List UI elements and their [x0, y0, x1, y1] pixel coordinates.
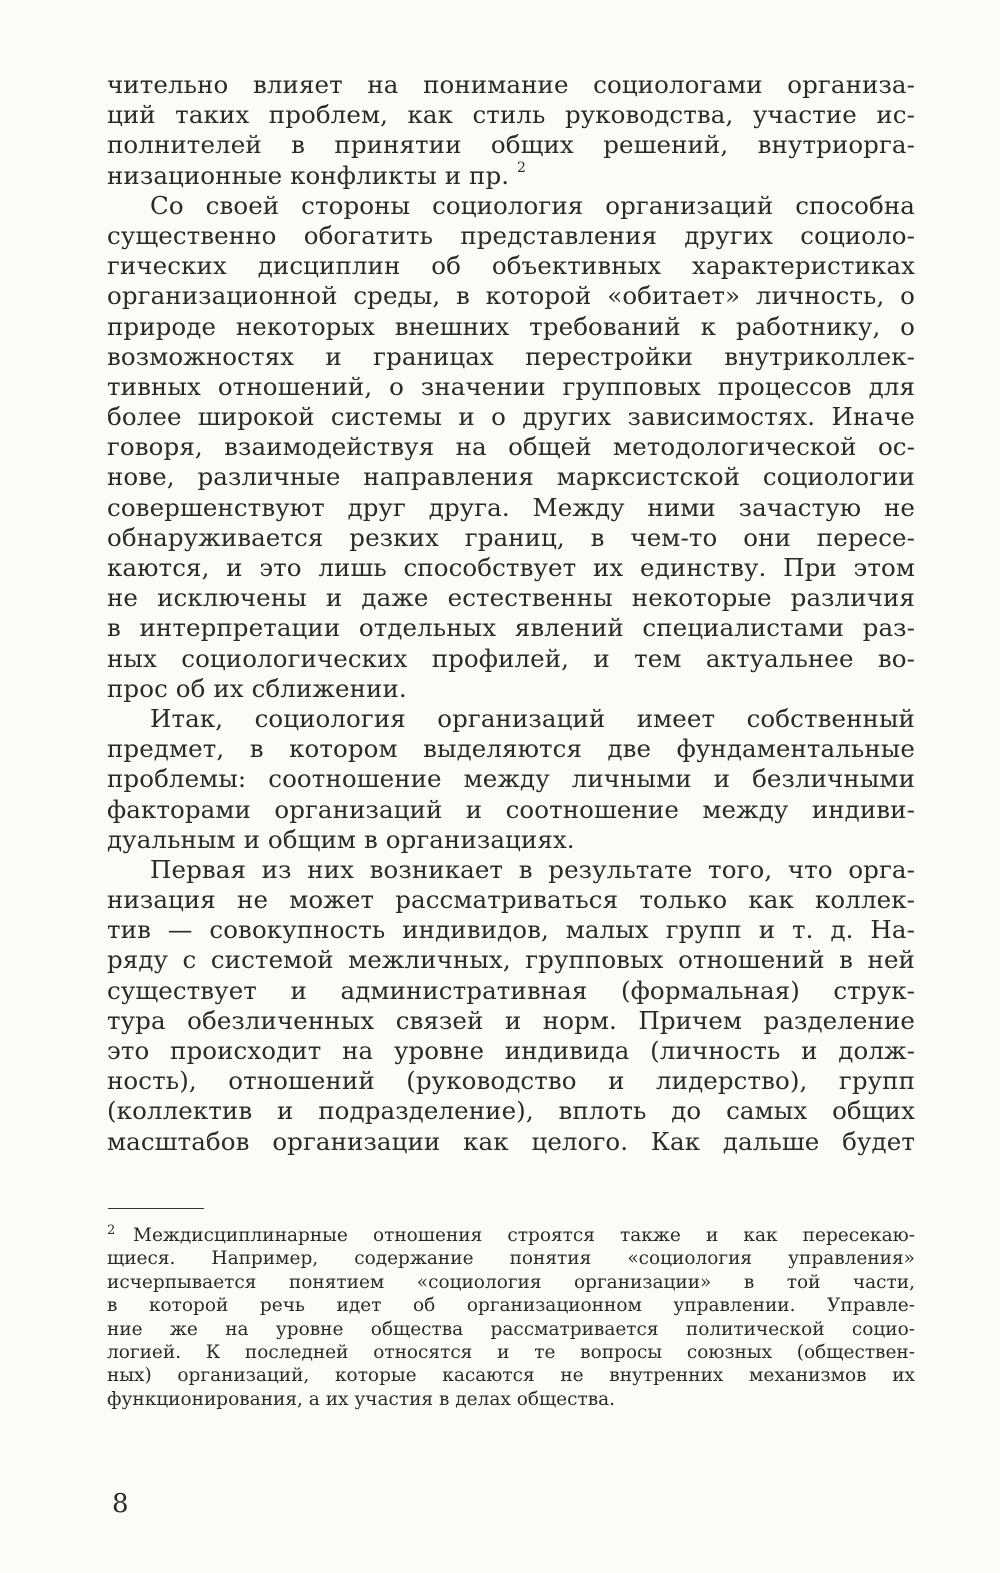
text-line: ных социологических профилей, и тем актуальнее во- — [107, 643, 915, 673]
footnote-reference: 2 — [517, 159, 527, 176]
footnote-line: щиеся. Например, содержание понятия «социология управления» — [107, 1248, 915, 1270]
text-line: более широкой системы и о других зависимостях. Иначе — [107, 402, 915, 432]
text-line: чительно влияет на понимание социологами организа- — [107, 70, 915, 99]
text-line: тура обезличенных связей и норм. Причем разделение — [107, 1005, 915, 1035]
text-line: Первая из них возникает в результате того, что орга- — [150, 854, 915, 884]
text-line: предмет, в котором выделяются две фундаментальные — [107, 734, 915, 764]
page-number: 8 — [112, 1489, 129, 1519]
main-text — [107, 70, 915, 1157]
text-line: Итак, социология организаций имеет собственный — [150, 703, 915, 733]
text-line: гических дисциплин об объективных характеристиках — [107, 251, 915, 281]
text-line: это происходит на уровне индивида (личность и долж- — [107, 1036, 915, 1065]
text-line: прос об их сближении. — [107, 673, 407, 703]
text-line: ряду с системой межличных, групповых отношений в ней — [107, 945, 915, 975]
text-line: низация не может рассматриваться только как коллек- — [107, 885, 915, 915]
text-line: организационной среды, в которой «обитает» личность, о — [107, 281, 915, 311]
footnote-line: исчерпывается понятием «социология организации» в той части, — [107, 1271, 915, 1293]
text-line: обнаруживается резких границ, в чем-то они пересе- — [107, 522, 915, 552]
footnote-line: ных) организаций, которые касаются не внутренних механизмов их — [107, 1365, 915, 1387]
footnote-line: функционирования, а их участия в делах общества. — [107, 1388, 616, 1410]
text-line: Со своей стороны социология организаций способна — [150, 190, 915, 220]
footnote-line: ние же на уровне общества рассматривается политической социо- — [107, 1318, 915, 1340]
text-line: нове, различные направления марксистской социологии — [107, 462, 915, 492]
text-line: ность), отношений (руководство и лидерство), групп — [107, 1066, 915, 1096]
footnote-line-content: Междисциплинарные отношения строятся также и как пересекаю- — [133, 1225, 915, 1246]
text-line: существует и административная (формальная) струк- — [107, 975, 915, 1005]
text-line: не исключены и даже естественны некоторые различия — [107, 583, 915, 613]
text-line: возможностях и границах перестройки внутриколлек- — [107, 341, 915, 371]
text-line: природе некоторых внешних требований к работнику, о — [107, 311, 915, 341]
text-line: говоря, взаимодействуя на общей методологической ос- — [107, 432, 915, 462]
text-line: дуальным и общим в организациях. — [107, 824, 575, 854]
footnote-mark: 2 — [107, 1223, 116, 1238]
text-line: существенно обогатить представления других социоло- — [107, 220, 915, 250]
text-line: каются, и это лишь способствует их единству. При этом — [107, 553, 915, 582]
footnote-divider — [108, 1208, 204, 1209]
text-line: в интерпретации отдельных явлений специалистами раз- — [107, 613, 915, 643]
text-line: тивных отношений, о значении групповых процессов для — [107, 371, 915, 401]
footnote-line — [107, 1224, 915, 1247]
text-line — [107, 161, 915, 191]
text-line: (коллектив и подразделение), вплоть до самых общих — [107, 1096, 915, 1126]
text-line: масштабов организации как целого. Как дальше будет — [107, 1126, 915, 1156]
text-line: совершенствуют друг друга. Между ними зачастую не — [107, 492, 915, 522]
text-line-content: низационные конфликты и пр. — [107, 160, 510, 190]
text-line: тив — совокупность индивидов, малых групп и т. д. На- — [107, 915, 915, 945]
footnote-line: логией. К последней относятся и те вопросы союзных (обществен- — [107, 1341, 915, 1363]
text-line: факторами организаций и соотношение между индиви- — [107, 794, 915, 824]
text-line: ций таких проблем, как стиль руководства, участие ис- — [107, 100, 915, 130]
footnote — [107, 1224, 915, 1411]
footnote-line: в которой речь идет об организационном управлении. Управле- — [107, 1295, 915, 1317]
text-line: проблемы: соотношение между личными и безличными — [107, 764, 915, 794]
text-line: полнителей в принятии общих решений, внутриорга- — [107, 130, 915, 160]
